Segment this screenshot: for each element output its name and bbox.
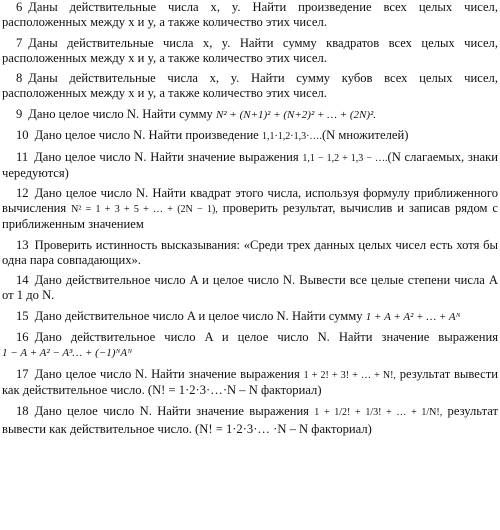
task-7 bbox=[2, 36, 498, 66]
task-text-after: проверить результат, вычислив и записав рядом с приближенным значением bbox=[2, 201, 498, 231]
task-formula: 1,1·1,2·1,3·…. bbox=[261, 131, 322, 142]
task-text-after: (N множителей) bbox=[321, 128, 409, 142]
task-text: Дано целое число N. Найти сумму bbox=[28, 106, 213, 121]
task-formula: 1 − A + A² − A³… + (−1)ᴺAᴺ bbox=[2, 347, 133, 359]
task-15 bbox=[2, 309, 498, 325]
task-number: 14 bbox=[16, 273, 29, 287]
task-number: 15 bbox=[16, 308, 29, 323]
task-formula: 1,1 − 1,2 + 1,3 − …. bbox=[302, 152, 388, 164]
task-text: Проверить истинность высказывания: «Среди трех данных целых чисел есть хотя бы одна пара совпадающих». bbox=[2, 237, 498, 267]
task-9 bbox=[2, 107, 498, 123]
task-text: Дано действительное число A и целое число N. Найти сумму bbox=[34, 308, 363, 323]
task-16 bbox=[2, 330, 498, 361]
task-formula: 1 + A + A² + … + Aᴺ bbox=[365, 310, 461, 323]
task-6 bbox=[2, 0, 498, 30]
task-text: Дано целое число N. Найти квадрат этого числа, используя формулу приближенного вычисления bbox=[2, 186, 498, 215]
task-text: Даны действительные числа x, y. Найти сумму кубов всех целых чисел, расположенных между x и y, а также количество этих чисел. bbox=[2, 71, 498, 100]
task-11 bbox=[2, 150, 498, 181]
task-number: 17 bbox=[16, 366, 29, 381]
task-number: 8 bbox=[16, 71, 23, 85]
task-number: 7 bbox=[16, 35, 23, 50]
task-17 bbox=[2, 367, 498, 398]
task-number: 9 bbox=[16, 106, 23, 121]
task-text: Даны действительные числа x, y. Найти произведение всех целых чисел, расположенных между x и y, а также количество этих чисел. bbox=[2, 0, 498, 29]
task-18 bbox=[2, 403, 498, 437]
task-14 bbox=[2, 273, 498, 303]
task-formula: N² + (N+1)² + (N+2)² + … + (2N)². bbox=[216, 108, 377, 121]
task-number: 6 bbox=[16, 0, 23, 14]
task-text: Дано целое число N. Найти значение выражения bbox=[34, 404, 309, 418]
task-text: Дано целое число N. Найти произведение bbox=[34, 128, 259, 142]
task-8 bbox=[2, 71, 498, 101]
task-text: Дано действительное число A и целое число N. Найти значение выражения bbox=[34, 330, 498, 344]
task-13 bbox=[2, 238, 498, 268]
task-number: 12 bbox=[16, 186, 29, 200]
task-formula: 1 + 1/2! + 1/3! + … + 1/N!, bbox=[314, 407, 443, 418]
task-text-after: (N слагаемых, знаки чередуются) bbox=[2, 149, 499, 180]
task-10 bbox=[2, 128, 498, 144]
task-text-after: результат вывести как действительное число. (N! = 1·2·3·…·N – N факториал) bbox=[2, 366, 498, 397]
task-number: 11 bbox=[16, 149, 29, 164]
task-formula: N² = 1 + 3 + 5 + … + (2N − 1), bbox=[71, 204, 218, 215]
task-12 bbox=[2, 186, 498, 232]
task-number: 18 bbox=[16, 404, 29, 418]
task-number: 10 bbox=[16, 128, 29, 142]
task-text-after: результат вывести как действительное число. (N! = 1·2·3·… ·N – N факториал) bbox=[2, 404, 498, 436]
task-text: Дано целое число N. Найти значение выражения bbox=[34, 149, 299, 164]
task-text: Дано действительное число A и целое число N. Вывести все целые степени числа A от 1 до N. bbox=[2, 273, 498, 302]
task-number: 16 bbox=[16, 330, 29, 344]
task-text: Даны действительные числа x, y. Найти сумму квадратов всех целых чисел, расположенных между x и y, а также количество этих чисел. bbox=[2, 35, 498, 65]
task-text: Дано целое число N. Найти значение выражения bbox=[34, 366, 300, 381]
task-formula: 1 + 2! + 3! + … + N!, bbox=[303, 369, 396, 381]
task-number: 13 bbox=[16, 237, 29, 252]
